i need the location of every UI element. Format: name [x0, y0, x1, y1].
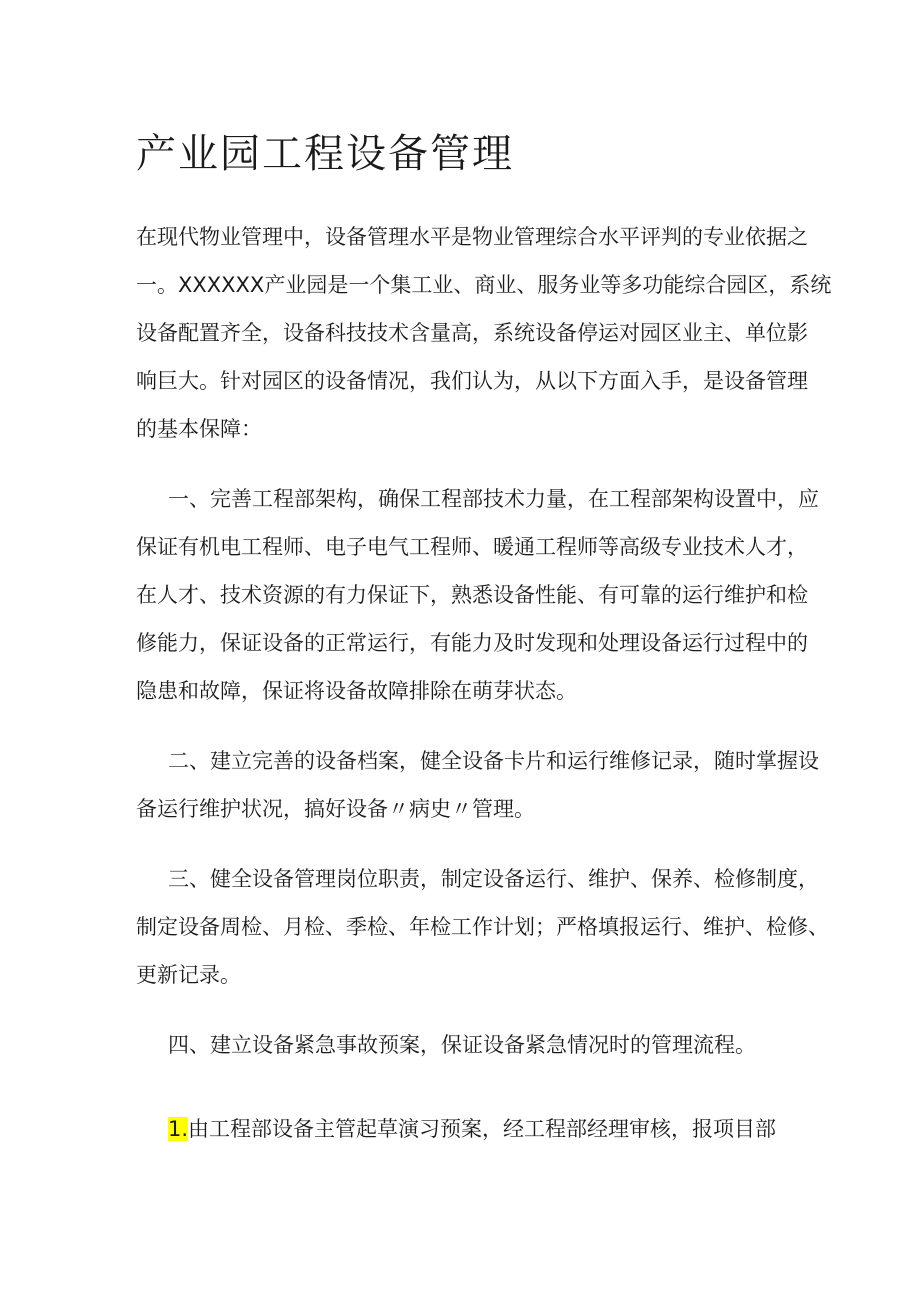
intro-line: 设备配置齐全，设备科技技术含量高，系统设备停运对园区业主、单位影	[136, 321, 808, 345]
list-item-text: 由工程部设备主管起草演习预案，经工程部经理审核，报项目部	[188, 1117, 777, 1141]
section-3-line: 三、健全设备管理岗位职责，制定设备运行、维护、保养、检修制度，	[168, 867, 819, 891]
section-4-line: 四、建立设备紧急事故预案，保证设备紧急情况时的管理流程。	[168, 1033, 756, 1057]
section-1-line: 在人才、技术资源的有力保证下，熟悉设备性能、有可靠的运行维护和检	[136, 583, 808, 607]
section-1-line: 隐患和故障，保证将设备故障排除在萌芽状态。	[136, 679, 577, 703]
list-item	[168, 1114, 776, 1144]
document-title: 产业园工程设备管理	[136, 131, 514, 177]
section-3-line: 制定设备周检、月检、季检、年检工作计划；严格填报运行、维护、检修、	[136, 915, 829, 939]
intro-line: 在现代物业管理中，设备管理水平是物业管理综合水平评判的专业依据之	[136, 225, 808, 249]
section-2-line: 二、建立完善的设备档案，健全设备卡片和运行维修记录，随时掌握设	[168, 749, 819, 773]
intro-line: 的基本保障：	[136, 417, 262, 441]
section-3-line: 更新记录。	[136, 963, 241, 987]
intro-line: 响巨大。针对园区的设备情况，我们认为，从以下方面入手，是设备管理	[136, 369, 808, 393]
section-1-line: 修能力，保证设备的正常运行，有能力及时发现和处理设备运行过程中的	[136, 631, 808, 655]
intro-line: 一。XXXXXX产业园是一个集工业、商业、服务业等多功能综合园区，系统	[136, 273, 832, 297]
section-1-line: 保证有机电工程师、电子电气工程师、暖通工程师等高级专业技术人才，	[136, 535, 808, 559]
section-2-line: 备运行维护状况，搞好设备〃病史〃管理。	[136, 797, 535, 821]
section-1-line: 一、完善工程部架构，确保工程部技术力量，在工程部架构设置中，应	[168, 487, 819, 511]
list-item-number: 1.	[168, 1117, 189, 1141]
